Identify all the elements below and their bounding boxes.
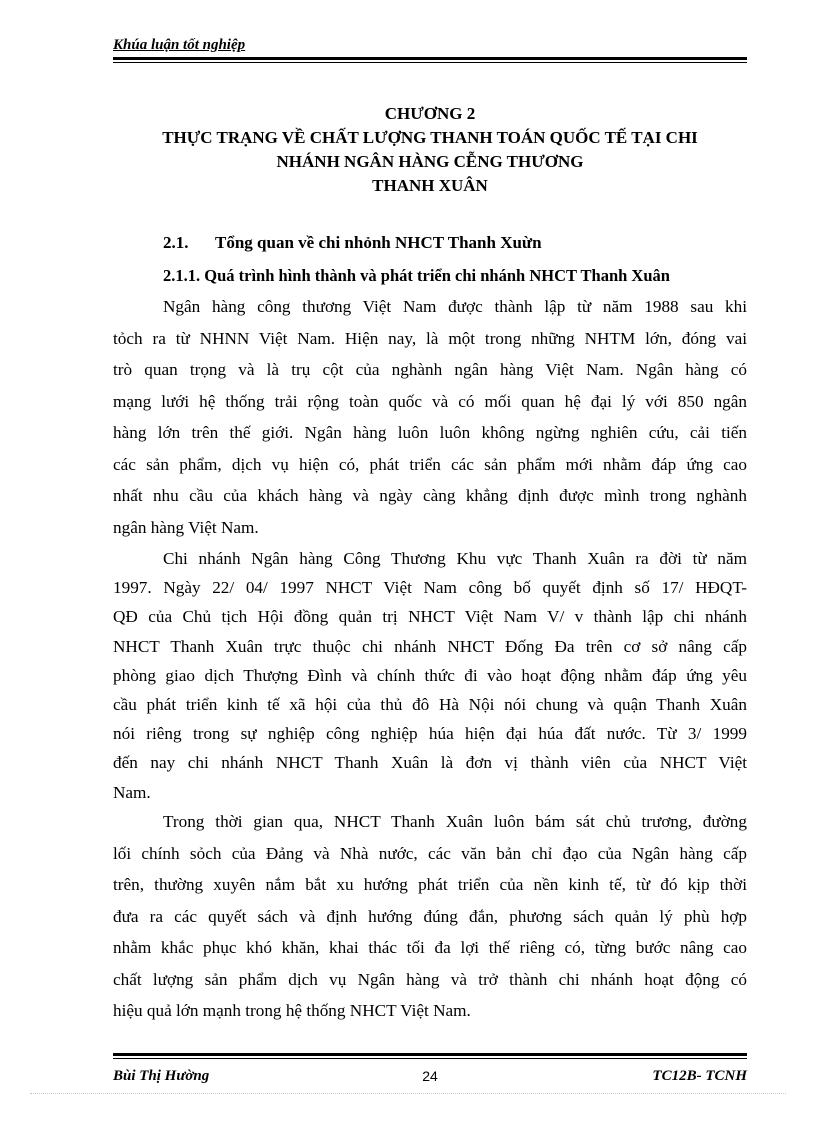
body-line: nhằm khắc phục khó khăn, khai thác tối đa lợi thế riêng có, từng bước nâng cao <box>113 938 747 957</box>
chapter-title-line: THANH XUÂN <box>372 176 488 195</box>
body-line: nhất nhu cầu của khách hàng và ngày càng khẳng định được mình trong nghành <box>113 486 747 505</box>
body-line: Ngân hàng công thương Việt Nam được thành lập từ năm 1988 sau khi <box>163 297 747 316</box>
section-heading <box>163 233 542 253</box>
running-header-title: Khúa luận tốt nghiệp <box>113 37 246 53</box>
body-line: đưa ra các quyết sách và định hướng đúng đắn, phương sách quản lý phù hợp <box>113 906 747 926</box>
body-line: chất lượng sản phẩm dịch vụ Ngân hàng và trở thành chi nhánh hoạt động có <box>113 969 747 989</box>
body-line: hàng lớn trên thế giới. Ngân hàng luôn luôn không ngừng nghiên cứu, cải tiến <box>113 423 747 442</box>
body-line: 1997. Ngày 22/ 04/ 1997 NHCT Việt Nam công bố quyết định số 17/ HĐQT- <box>113 578 747 598</box>
body-line: nói riêng trong sự nghiệp công nghiệp húa hiện đại húa đất nước. Từ 3/ 1999 <box>113 724 747 744</box>
footer-class-code: TC12B- TCNH <box>652 1068 747 1084</box>
body-line: QĐ của Chủ tịch Hội đồng quản trị NHCT Việt Nam V/ v thành lập chi nhánh <box>113 607 747 627</box>
body-line: Chi nhánh Ngân hàng Công Thương Khu vực Thanh Xuân ra đời từ năm <box>163 549 747 568</box>
body-line: hiệu quả lớn mạnh trong hệ thống NHCT Việt Nam. <box>113 1001 471 1020</box>
body-line: Trong thời gian qua, NHCT Thanh Xuân luôn bám sát chủ trương, đường <box>163 812 747 831</box>
body-line: Nam. <box>113 782 151 802</box>
body-line: đến nay chi nhánh NHCT Thanh Xuân là đơn vị thành viên của NHCT Việt <box>113 753 747 773</box>
chapter-number: CHƯƠNG 2 <box>384 104 476 123</box>
body-line: mạng lưới hệ thống trải rộng toàn quốc và có mối quan hệ đại lý với 850 ngân <box>113 391 747 411</box>
chapter-heading <box>113 102 747 198</box>
body-line: các sản phẩm, dịch vụ hiện có, phát triển các sản phẩm mới nhằm đáp ứng cao <box>113 454 747 474</box>
body-line: ngân hàng Việt Nam. <box>113 517 259 537</box>
body-line: trên, thường xuyên nắm bắt xu hướng phát triển của nền kinh tế, từ đó kịp thời <box>113 875 747 894</box>
subsection-heading: 2.1.1. Quá trình hình thành và phát triển chi nhánh NHCT Thanh Xuân <box>163 266 670 285</box>
header-rule-thick <box>113 57 747 60</box>
page-number: 24 <box>422 1068 438 1084</box>
footer-rule-thin <box>113 1058 747 1059</box>
body-line: NHCT Thanh Xuân trực thuộc chi nhánh NHCT Đống Đa trên cơ sở nâng cấp <box>113 636 747 656</box>
body-line: phòng giao dịch Thượng Đình và chính thức đi vào hoạt động nhằm đáp ứng yêu <box>113 665 747 685</box>
footer-rule-thick <box>113 1053 747 1056</box>
body-line: tỏch ra từ NHNN Việt Nam. Hiện nay, là một trong những NHTM lớn, đóng vai <box>113 328 747 348</box>
section-title: Tổng quan về chi nhỏnh NHCT Thanh Xuừn <box>215 233 542 252</box>
body-line: trò quan trọng và là trụ cột của nghành ngân hàng Việt Nam. Ngân hàng có <box>113 360 747 379</box>
body-line: cầu phát triển kinh tế xã hội của thủ đô Hà Nội nói chung và quận Thanh Xuân <box>113 695 747 714</box>
chapter-title-line: THỰC TRẠNG VỀ CHẤT LƯỢNG THANH TOÁN QUỐC TẾ TẠI CHI <box>162 128 698 147</box>
footer-author: Bùi Thị Hường <box>113 1068 210 1084</box>
body-line: lối chính sỏch của Đảng và Nhà nước, các văn bản chỉ đạo của Ngân hàng cấp <box>113 843 747 863</box>
header-rule-thin <box>113 62 747 63</box>
chapter-title-line: NHÁNH NGÂN HÀNG CỄNG THƯƠNG <box>276 152 584 171</box>
section-number: 2.1. <box>163 233 189 252</box>
page-bottom-border <box>30 1093 786 1094</box>
